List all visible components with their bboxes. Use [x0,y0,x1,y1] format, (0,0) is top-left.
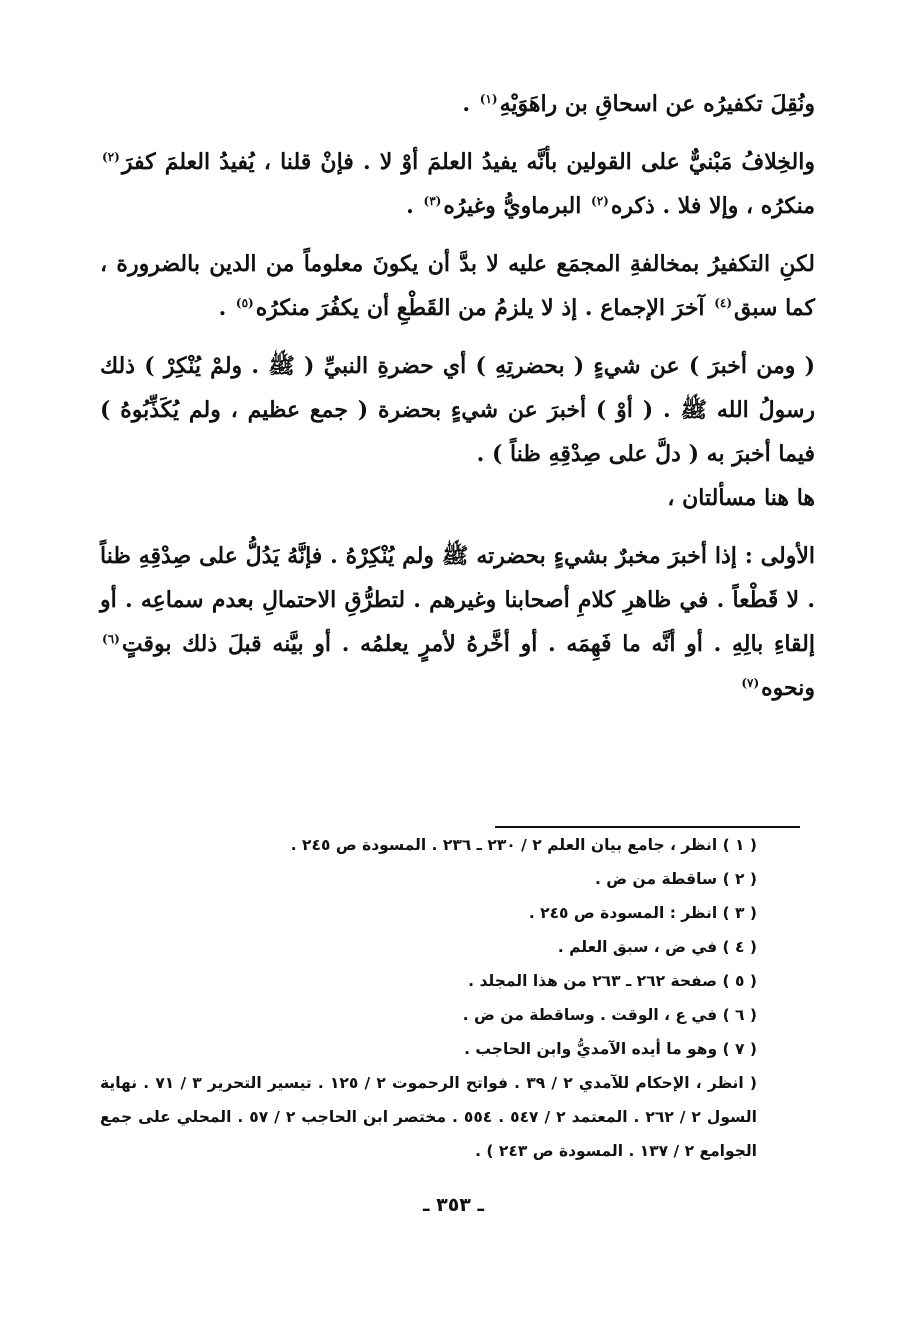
footnote-2: ( ٢ ) ساقطة من ض . [594,870,757,888]
section-lead: الأولى [760,543,815,569]
paragraph-6 [100,534,815,710]
footnote-1: ( ١ ) انظر ، جامع بيان العلم ٢ / ٢٣٠ ـ ٢٣٦ . المسودة ص ٢٤٥ . [290,836,757,854]
paragraph-1 [100,82,815,126]
footnote-3: ( ٣ ) انظر : المسودة ص ٢٤٥ . [528,904,757,922]
footnote-6: ( ٦ ) في ع ، الوقت . وساقطة من ض . [462,1006,757,1024]
text-run: ونُقِلَ تكفيرُه عن اسحاقِ بن راهَوَيْهِ [499,91,815,117]
text-run: منكرُه ، وإلا فلا . ذكره [610,193,815,219]
text-run: . [406,193,422,219]
footnote-7: ( ٧ ) وهو ما أيده الآمديُّ وابن الحاجب . [464,1040,757,1058]
text-run: ونحوه [761,675,815,701]
text-run: والخِلافُ مَبْنيٌّ على القولين بأنَّه يفيدُ العلمَ أوْ لا . فإنْ قلنا ، يُفيدُ العلمَ كفرَ [121,149,815,175]
text-run: : إذا أخبرَ مخبرٌ بشيءٍ بحضرته ﷺ ولم يُنْكِرْهُ . فإنَّهُ يَدُلُّ على صِدْقِهِ ظناً . لا قَطْعاً . في ظاهرِ كلامِ أصحابنا وغيرهم . لتطرُّقِ الاحتمالِ بعدم سماعِه . أو إلقاءِ بالِهِ . أو أنَّه ما فَهِمَه . أو أخَّرهُ لأمرٍ يعلمُه . أو بيَّنه قبلَ ذلك بوقتٍ [100,543,815,657]
text-run: ها هنا مسألتان ، [667,485,815,511]
text-run: ( ومن أخبرَ ) عن شيءٍ ( بحضرتِهِ ) أي حضرةِ النبيِّ ( ﷺ . ولمْ يُنْكِرْ ) ذلك رسولُ الله ﷺ . ( أوْ ) أخبرَ عن شيءٍ بحضرة ( جمع عظيم ، ولم يُكَذِّبُوهُ ) فيما أخبرَ به ( دلَّ على صِدْقِهِ ظناً ) . [100,353,815,467]
footnote-marker: (٢) [102,149,120,164]
footnote-5: ( ٥ ) صفحة ٢٦٢ ـ ٢٦٣ من هذا المجلد . [468,972,757,990]
main-text [100,82,815,724]
footnote-marker: (٢) [591,193,609,208]
text-run: . [218,295,234,321]
text-run: لكنِ التكفيرُ بمخالفةِ المجمَع عليه لا بدَّ أن يكونَ معلوماً من الدين بالضرورة ، كما سبق [100,251,815,321]
footnote-marker: (٤) [714,295,733,310]
footnote-marker: (١) [479,91,498,106]
footnote-marker: (٧) [741,675,760,690]
text-run: . [462,91,478,117]
footnote-4: ( ٤ ) في ض ، سبق العلم . [557,938,757,956]
paragraph-5 [100,476,815,520]
footnotes [100,828,805,1168]
paragraph-3 [100,242,815,330]
footnote-references: ( انظر ، الإحكام للآمدي ٢ / ٣٩ . فواتح الرحموت ٢ / ١٢٥ . تيسير التحرير ٣ / ٧١ . نهاية السول ٢ / ٢٦٢ . المعتمد ٢ / ٥٤٧ . ٥٥٤ . مختصر ابن الحاجب ٢ / ٥٧ . المحلي على جمع الجوامع ٢ / ١٣٧ . المسودة ص ٢٤٣ ) . [100,1074,757,1160]
footnote-marker: (٣) [423,193,442,208]
text-run: البرماويُّ وغيرُه [443,193,590,219]
text-run: آخرَ الإجماع . إذ لا يلزمُ من القَطْعِ أن يكفُرَ منكرُه [255,295,713,321]
paragraph-2 [100,140,815,228]
footnote-marker: (٦) [102,631,120,646]
footnote-marker: (٥) [235,295,254,310]
page-number: ـ ٣٥٣ ـ [422,1194,484,1216]
paragraph-4 [100,344,815,476]
